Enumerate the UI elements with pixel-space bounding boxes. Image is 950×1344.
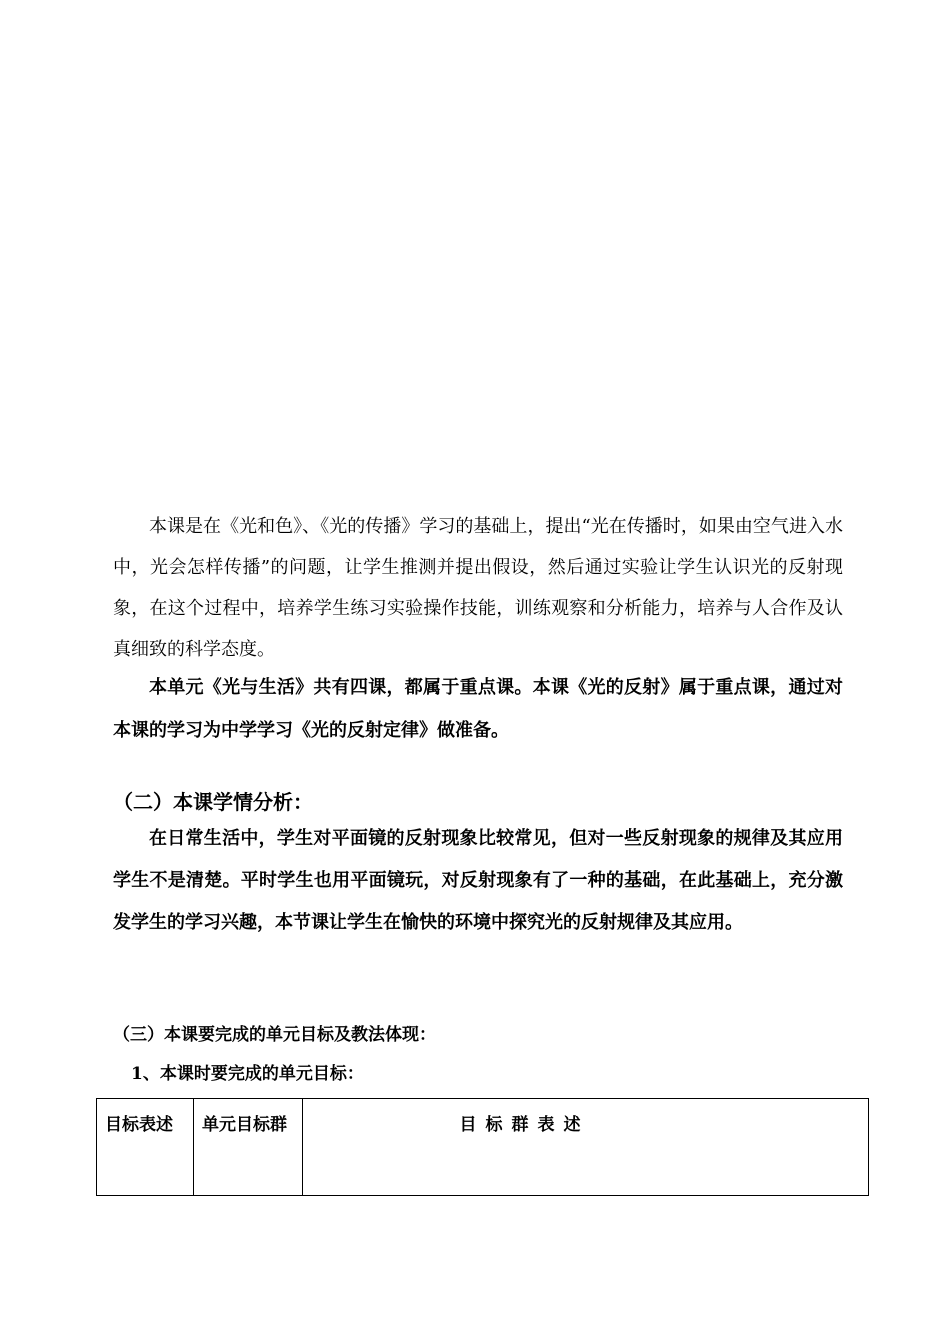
unit-paragraph: 本单元《光与生活》共有四课，都属于重点课。本课《光的反射》属于重点课，通过对本课的学习为中学学习《光的反射定律》做准备。 <box>113 677 843 741</box>
intro-paragraph: 本课是在《光和色》、《光的传播》学习的基础上，提出“光在传播时，如果由空气进入水中，光会怎样传播”的问题，让学生推测并提出假设，然后通过实验让学生认识光的反射现象，在这个过程中，培养学生练习实验操作技能，训练观察和分析能力，培养与人合作及认真细致的科学态度。 <box>113 516 843 660</box>
header-goal-group-statement: 目标群表述 <box>303 1099 869 1196</box>
subsection-1-heading: 1、本课时要完成的单元目标： <box>131 1064 364 1084</box>
table-header-row <box>97 1099 869 1196</box>
header-goal-statement: 目标表述 <box>97 1099 194 1196</box>
header-unit-goal-group: 单元目标群 <box>194 1099 303 1196</box>
section-3-heading: （三）本课要完成的单元目标及教法体现： <box>113 1025 436 1045</box>
student-analysis-paragraph: 在日常生活中，学生对平面镜的反射现象比较常见，但对一些反射现象的规律及其应用学生不是清楚。平时学生也用平面镜玩，对反射现象有了一种的基础，在此基础上，充分激发学生的学习兴趣，本节课让学生在愉快的环境中探究光的反射规律及其应用。 <box>113 828 843 933</box>
section-2-heading: （二）本课学情分析： <box>113 790 313 814</box>
unit-goals-table <box>96 1098 869 1196</box>
